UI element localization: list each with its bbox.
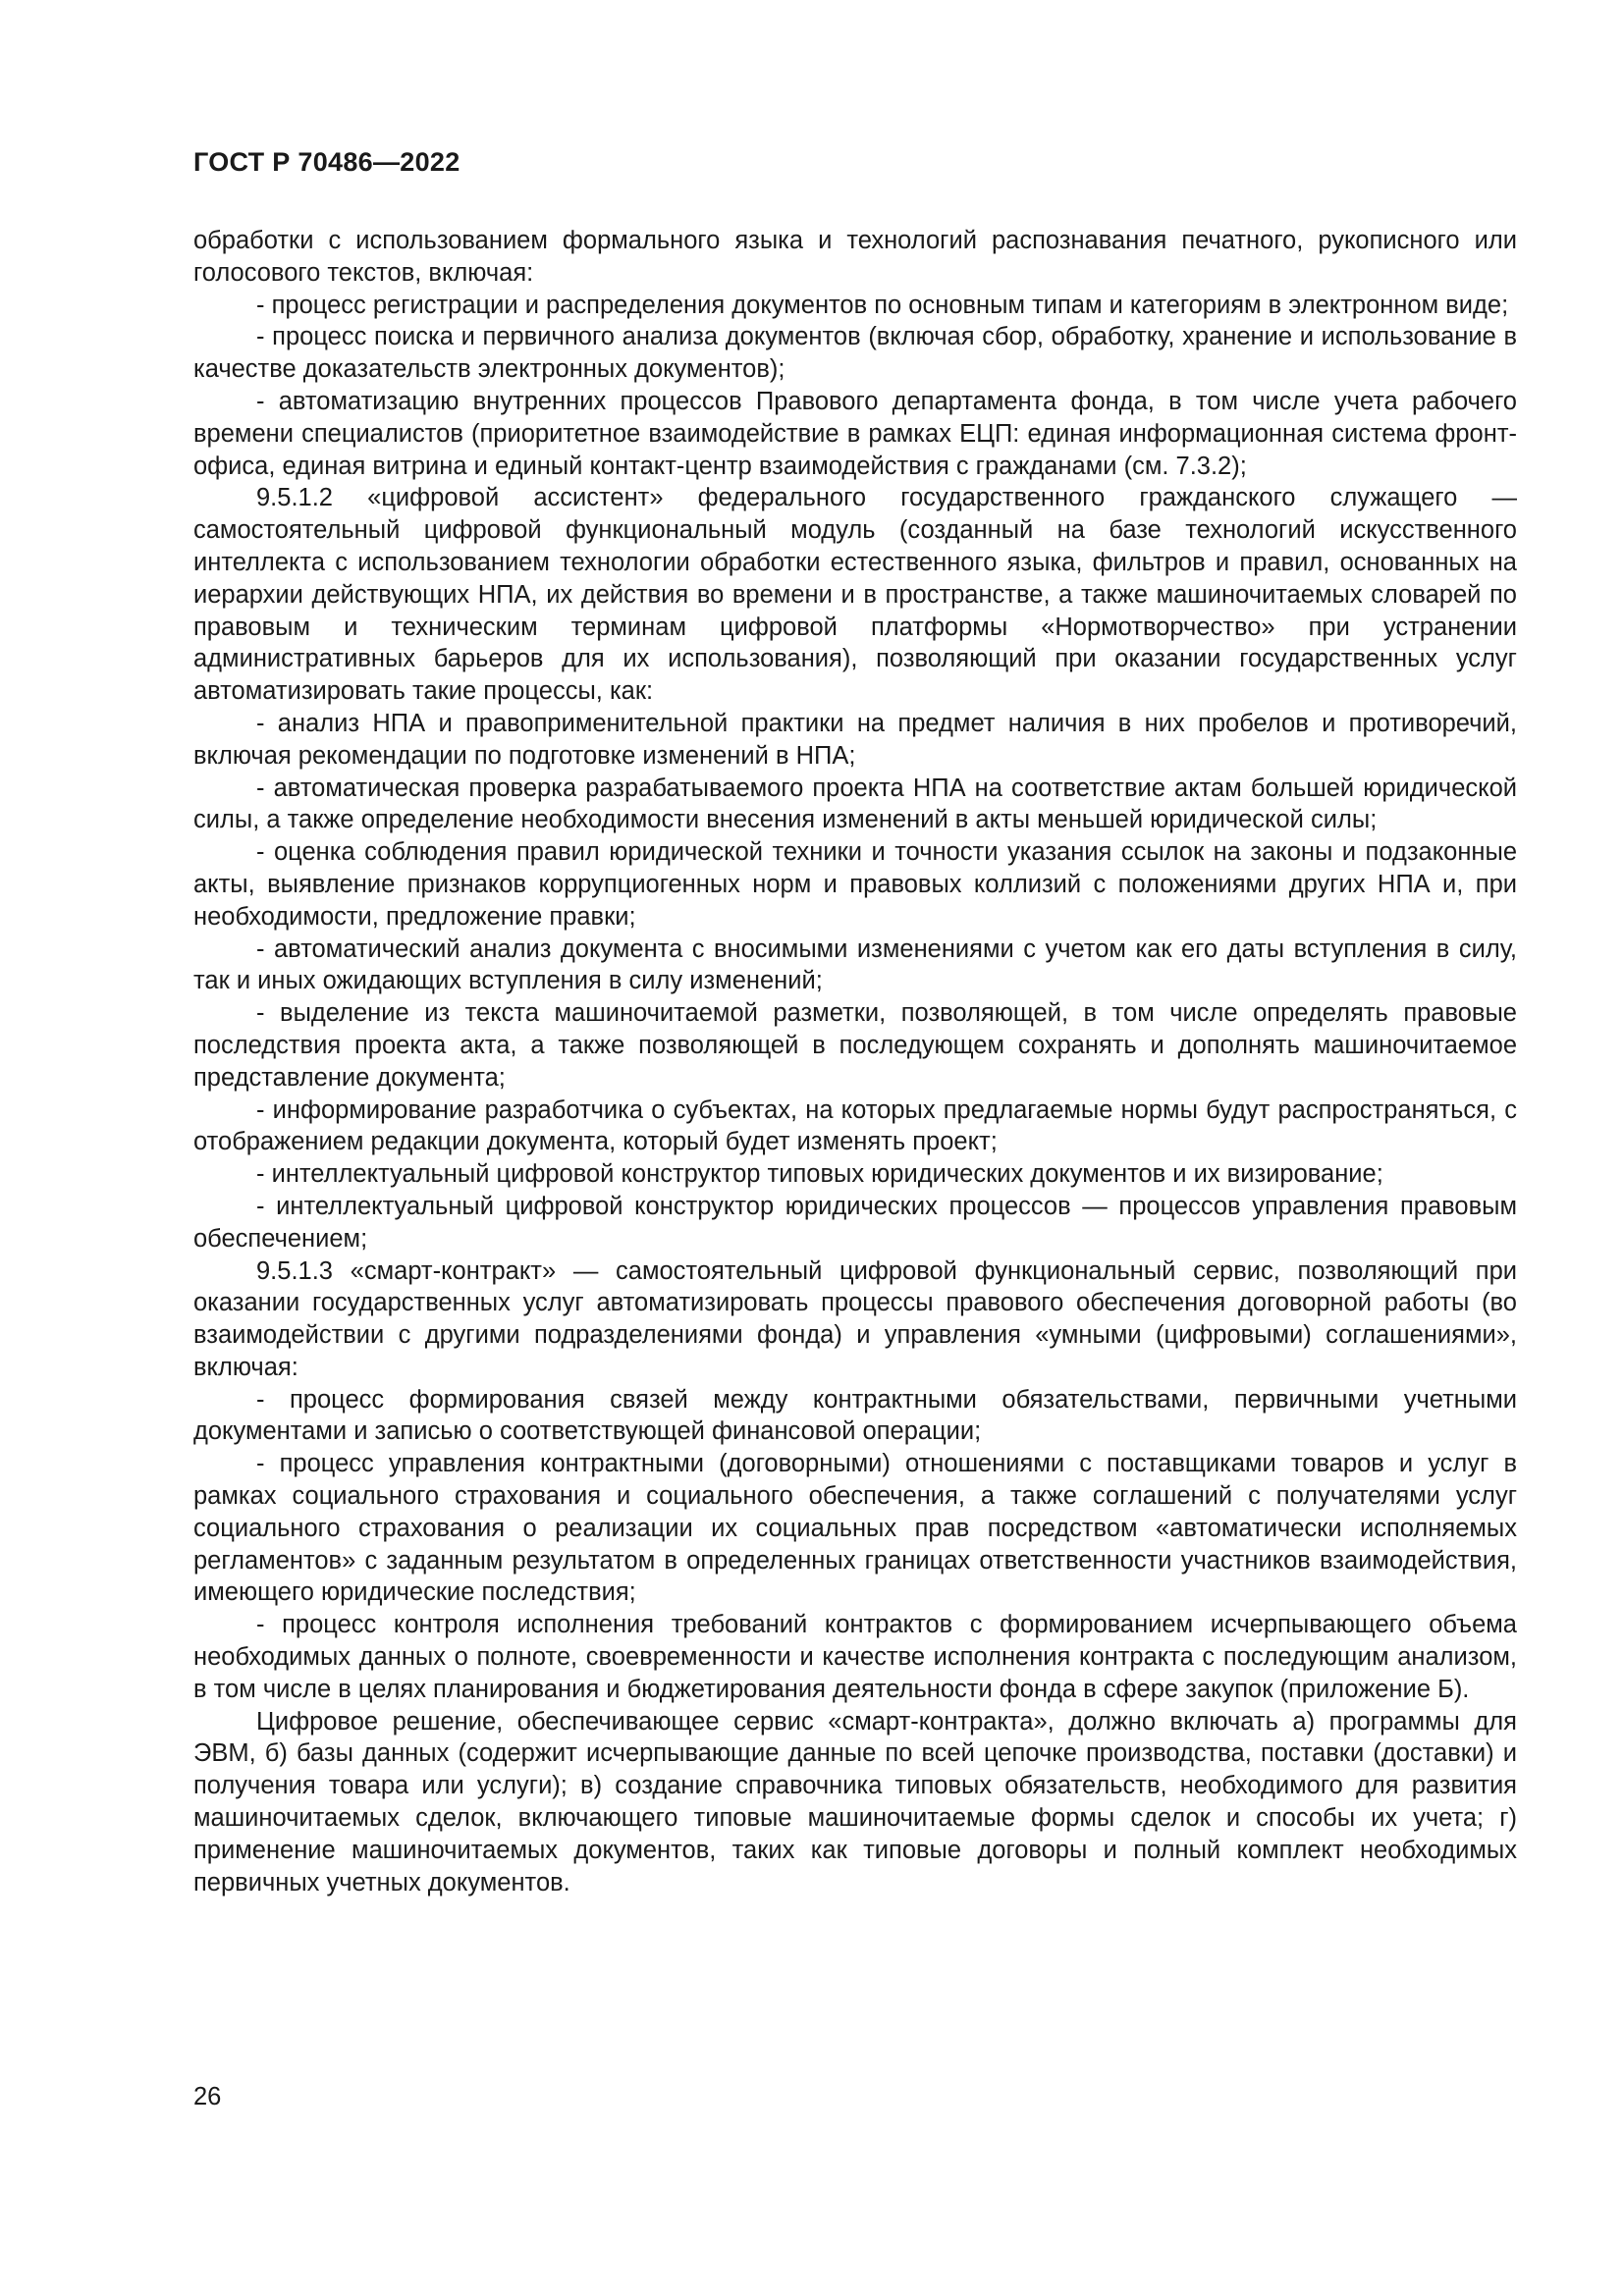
section-paragraph-9-5-1-3: 9.5.1.3 «смарт-контракт» — самостоятельный цифровой функциональный сервис, позволяющий при оказании государственных услуг автоматизировать процессы правового обеспечения договорной работы (во взаимодействии с другими подразделениями фонда) и управления «умными (цифровыми) соглашениями», включая: <box>193 1256 1517 1381</box>
list-item: - анализ НПА и правоприменительной практики на предмет наличия в них пробелов и противоречий, включая рекомендации по подготовке изменений в НПА; <box>193 709 1517 770</box>
list-item: - процесс регистрации и распределения документов по основным типам и категориям в электронном виде; <box>256 291 1509 319</box>
list-item: - процесс формирования связей между контрактными обязательствами, первичными учетными документами и записью о соответствующей финансовой операции; <box>193 1385 1517 1446</box>
list-item: - процесс поиска и первичного анализа документов (включая сбор, обработку, хранение и использование в качестве доказательств электронных документов); <box>193 323 1517 384</box>
list-item: - автоматическая проверка разрабатываемого проекта НПА на соответствие актам большей юридической силы, а также определение необходимости внесения изменений в акты меньшей юридической силы; <box>193 774 1517 834</box>
closing-paragraph: Цифровое решение, обеспечивающее сервис «смарт-контракта», должно включать а) программы для ЭВМ, б) базы данных (содержит исчерпывающие данные по всей цепочке производства, поставки (доставки) и получения товара или услуги); в) создание справочника типовых обязательств, необходимого для развития машиночитаемых сделок, включающего типовые машиночитаемые формы сделок и способы их учета; г) применение машиночитаемых документов, таких как типовые договоры и полный комплект необходимых первичных учетных документов. <box>193 1707 1517 1896</box>
list-item: - автоматизацию внутренних процессов Правового департамента фонда, в том числе учета рабочего времени специалистов (приоритетное взаимодействие в рамках ЕЦП: единая информационная система фронт-офиса, единая витрина и единый контакт-центр взаимодействия с гражданами (см. 7.3.2); <box>193 387 1517 480</box>
document-body <box>193 225 1517 1898</box>
page-number: 26 <box>193 2083 222 2110</box>
document-header: ГОСТ Р 70486—2022 <box>193 147 460 177</box>
list-item: - интеллектуальный цифровой конструктор юридических процессов — процессов управления правовым обеспечением; <box>193 1192 1517 1253</box>
list-item: - интеллектуальный цифровой конструктор типовых юридических документов и их визирование; <box>256 1160 1383 1189</box>
list-item: - процесс контроля исполнения требований контрактов с формированием исчерпывающего объема необходимых данных о полноте, своевременности и качестве исполнения контракта с последующим анализом, в том числе в целях планирования и бюджетирования деятельности фонда в сфере закупок (приложение Б). <box>193 1611 1517 1703</box>
list-item: - оценка соблюдения правил юридической техники и точности указания ссылок на законы и подзаконные акты, выявление признаков коррупциогенных норм и правовых коллизий с положениями других НПА и, при необходимости, предложение правки; <box>193 838 1517 931</box>
list-item: - выделение из текста машиночитаемой разметки, позволяющей, в том числе определять правовые последствия проекта акта, а также позволяющей в последующем сохранять и дополнять машиночитаемое представление документа; <box>193 999 1517 1092</box>
list-item: - процесс управления контрактными (договорными) отношениями с поставщиками товаров и услуг в рамках социального страхования и социального обеспечения, а также соглашений с получателями услуг социального страхования о реализации их социальных прав посредством «автоматически исполняемых регламентов» с заданным результатом в определенных границах ответственности участников взаимодействия, имеющего юридические последствия; <box>193 1450 1517 1607</box>
paragraph: обработки с использованием формального языка и технологий распознавания печатного, рукописного или голосового текстов, включая: <box>193 227 1517 287</box>
list-item: - информирование разработчика о субъектах, на которых предлагаемые нормы будут распространяться, с отображением редакции документа, который будет изменять проект; <box>193 1095 1517 1156</box>
section-paragraph-9-5-1-2: 9.5.1.2 «цифровой ассистент» федерального государственного гражданского служащего — самостоятельный цифровой функциональный модуль (созданный на базе технологий искусственного интеллекта с использованием технологии обработки естественного языка, фильтров и правил, основанных на иерархии действующих НПА, их действия во времени и в пространстве, а также машиночитаемых словарей по правовым и техническим терминам цифровой платформы «Нормотворчество» при устранении административных барьеров для их использования), позволяющий при оказании государственных услуг автоматизировать такие процессы, как: <box>193 484 1517 706</box>
list-item: - автоматический анализ документа с вносимыми изменениями с учетом как его даты вступления в силу, так и иных ожидающих вступления в силу изменений; <box>193 934 1517 995</box>
